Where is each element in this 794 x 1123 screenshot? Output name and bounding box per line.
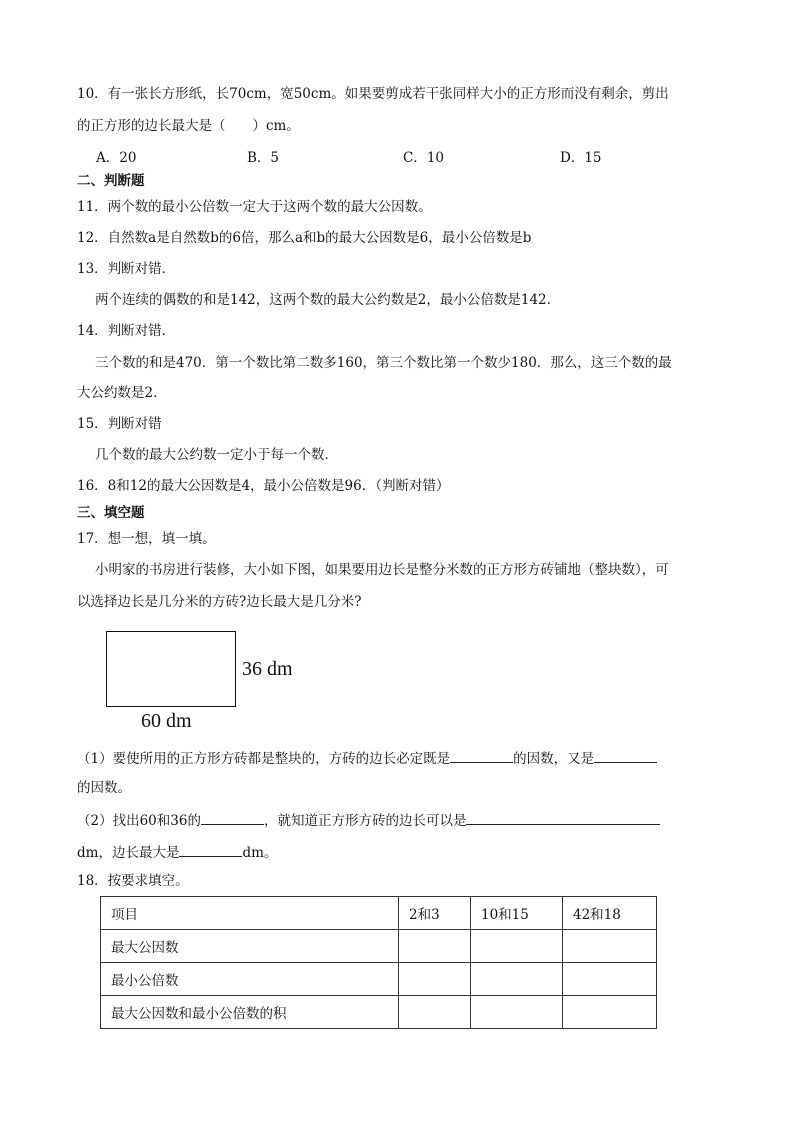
table-header-col-2: 10和15 xyxy=(471,897,563,930)
q17-part2-blank-2[interactable] xyxy=(466,810,660,825)
q17-part1-text-a: （1）要使所用的正方形方砖都是整块的，方砖的边长必定既是 xyxy=(77,751,451,767)
q16-text: 16．8和12的最大公因数是4，最小公倍数是96．（判断对错） xyxy=(77,478,450,494)
q17-body-line1: 小明家的书房进行装修，大小如下图，如果要用边长是整分米数的正方形方砖铺地（整块数），可 xyxy=(95,562,669,578)
table-cell-blank[interactable] xyxy=(471,930,563,963)
table-header-col-3: 42和18 xyxy=(563,897,657,930)
table-cell-blank[interactable] xyxy=(399,963,471,996)
q10-text-line2: 的正方形的边长最大是（ ）cm。 xyxy=(77,118,300,134)
q14-body-line1: 三个数的和是470．第一个数比第二数多160，第三个数比第一个数少180．那么，这三个数的最 xyxy=(95,355,672,371)
table-row-label: 最大公因数和最小公倍数的积 xyxy=(101,996,399,1029)
section-title-fill-blank: 三、填空题 xyxy=(77,505,145,521)
q10-option-a: A．20 xyxy=(96,150,137,166)
table-row xyxy=(101,930,657,963)
q17-part1-line1 xyxy=(77,748,657,768)
table-cell-blank[interactable] xyxy=(471,963,563,996)
q14-label: 14．判断对错． xyxy=(77,323,176,339)
table-header-item: 项目 xyxy=(101,897,399,930)
table-row-label: 最小公倍数 xyxy=(101,963,399,996)
q10-option-b: B．5 xyxy=(247,150,280,166)
section-title-judgement: 二、判断题 xyxy=(77,173,145,189)
q17-part2-line2 xyxy=(77,842,277,862)
q17-part2-text-c: dm，边长最大是 xyxy=(77,845,180,861)
table-row-label: 最大公因数 xyxy=(101,930,399,963)
q13-body: 两个连续的偶数的和是142，这两个数的最大公约数是2，最小公倍数是142． xyxy=(95,292,561,308)
q14-body-line2: 大公约数是2． xyxy=(77,385,167,401)
q18-label: 18．按要求填空。 xyxy=(77,873,189,889)
table-cell-blank[interactable] xyxy=(399,930,471,963)
q15-body: 几个数的最大公约数一定小于每一个数． xyxy=(95,447,338,463)
table-row xyxy=(101,963,657,996)
q15-label: 15．判断对错 xyxy=(77,416,162,432)
table-cell-blank[interactable] xyxy=(563,930,657,963)
q17-part2-text-b: ，就知道正方形方砖的边长可以是 xyxy=(263,813,467,829)
table-row xyxy=(101,996,657,1029)
table-header-row xyxy=(101,897,657,930)
q12-text: 12．自然数a是自然数b的6倍，那么a和b的最大公因数是6，最小公倍数是b xyxy=(77,230,532,246)
q17-part1-blank-2[interactable] xyxy=(594,748,657,763)
q17-part2-line1 xyxy=(77,810,660,830)
q10-option-d: D．15 xyxy=(560,150,602,166)
q17-part1-text-c: 的因数。 xyxy=(77,780,131,796)
q10-text-line1: 10．有一张长方形纸，长70cm，宽50cm。如果要剪成若干张同样大小的正方形而没有剩余，剪出 xyxy=(77,86,669,102)
q17-part2-text-a: （2）找出60和36的 xyxy=(77,813,201,829)
q17-part1-blank-1[interactable] xyxy=(450,748,513,763)
q17-part1-text-b: 的因数，又是 xyxy=(513,751,595,767)
q17-part2-blank-1[interactable] xyxy=(201,810,264,825)
table-cell-blank[interactable] xyxy=(399,996,471,1029)
q17-part2-blank-3[interactable] xyxy=(179,842,242,857)
q10-option-c: C．10 xyxy=(403,150,445,166)
table-header-col-1: 2和3 xyxy=(399,897,471,930)
figure-width-label: 60 dm xyxy=(141,710,192,732)
q17-label: 17．想一想，填一填。 xyxy=(77,531,216,547)
q17-body-line2: 以选择边长是几分米的方砖?边长最大是几分米? xyxy=(77,594,362,610)
q18-table xyxy=(100,896,657,1029)
q17-part2-text-d: dm。 xyxy=(242,845,278,861)
table-cell-blank[interactable] xyxy=(563,996,657,1029)
room-rectangle-figure xyxy=(106,631,236,707)
q11-text: 11．两个数的最小公倍数一定大于这两个数的最大公因数。 xyxy=(77,199,432,215)
figure-height-label: 36 dm xyxy=(242,658,293,680)
q13-label: 13．判断对错． xyxy=(77,261,176,277)
table-cell-blank[interactable] xyxy=(563,963,657,996)
table-cell-blank[interactable] xyxy=(471,996,563,1029)
